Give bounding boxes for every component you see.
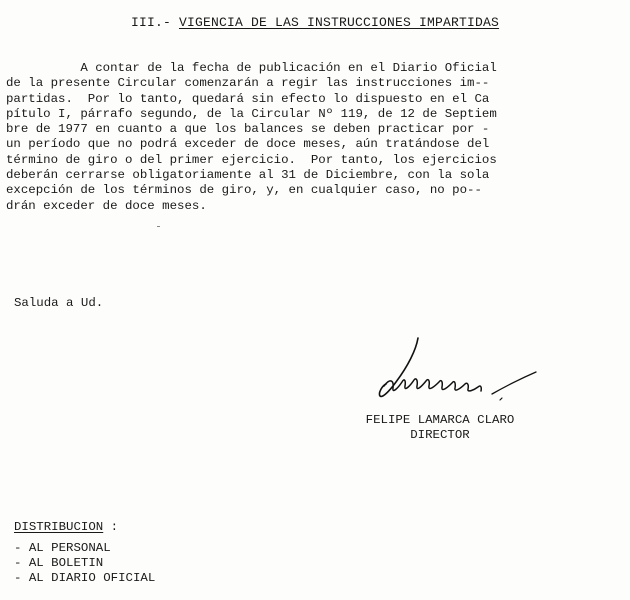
body-paragraph <box>6 61 624 214</box>
distribution-block <box>14 520 155 586</box>
distribution-colon: : <box>103 520 119 534</box>
distribution-heading <box>14 520 155 535</box>
distribution-item: - AL BOLETIN <box>14 556 104 570</box>
distribution-item: - AL PERSONAL <box>14 541 111 555</box>
body-line: pítulo I, párrafo segundo, de la Circular Nº 119, de 12 de Septiem <box>6 106 497 121</box>
body-line: un período que no podrá exceder de doce meses, aún tratándose del <box>6 137 490 152</box>
body-line: término de giro o del primer ejercicio. Por tanto, los ejercicios <box>6 152 497 167</box>
section-heading <box>0 15 630 30</box>
distribution-title: DISTRIBUCION <box>14 520 104 534</box>
signature-scribble <box>360 336 550 416</box>
body-line: drán exceder de doce meses. <box>6 198 207 213</box>
body-line: deberán cerrarse obligatoriamente al 31 de Diciembre, con la sola <box>6 168 490 183</box>
signer-title: DIRECTOR <box>410 428 470 442</box>
body-line: de la presente Circular comenzarán a regir las instrucciones im-- <box>6 76 490 91</box>
section-title: VIGENCIA DE LAS INSTRUCCIONES IMPARTIDAS <box>178 15 500 30</box>
section-number: III.- <box>130 15 171 30</box>
distribution-item: - AL DIARIO OFICIAL <box>14 571 156 585</box>
signer-block <box>320 413 560 443</box>
greeting: Saluda a Ud. <box>14 296 104 310</box>
scan-speck <box>157 226 160 227</box>
body-line: A contar de la fecha de publicación en el Diario Oficial <box>6 61 497 75</box>
body-line: partidas. Por lo tanto, quedará sin efecto lo dispuesto en el Ca <box>6 91 490 106</box>
signer-name: FELIPE LAMARCA CLARO <box>365 413 515 427</box>
body-line: bre de 1977 en cuanto a que los balances se deben practicar por - <box>6 122 490 137</box>
body-line: excepción de los términos de giro, y, en cualquier caso, no po-- <box>6 183 482 198</box>
handwritten-signature <box>360 336 550 416</box>
